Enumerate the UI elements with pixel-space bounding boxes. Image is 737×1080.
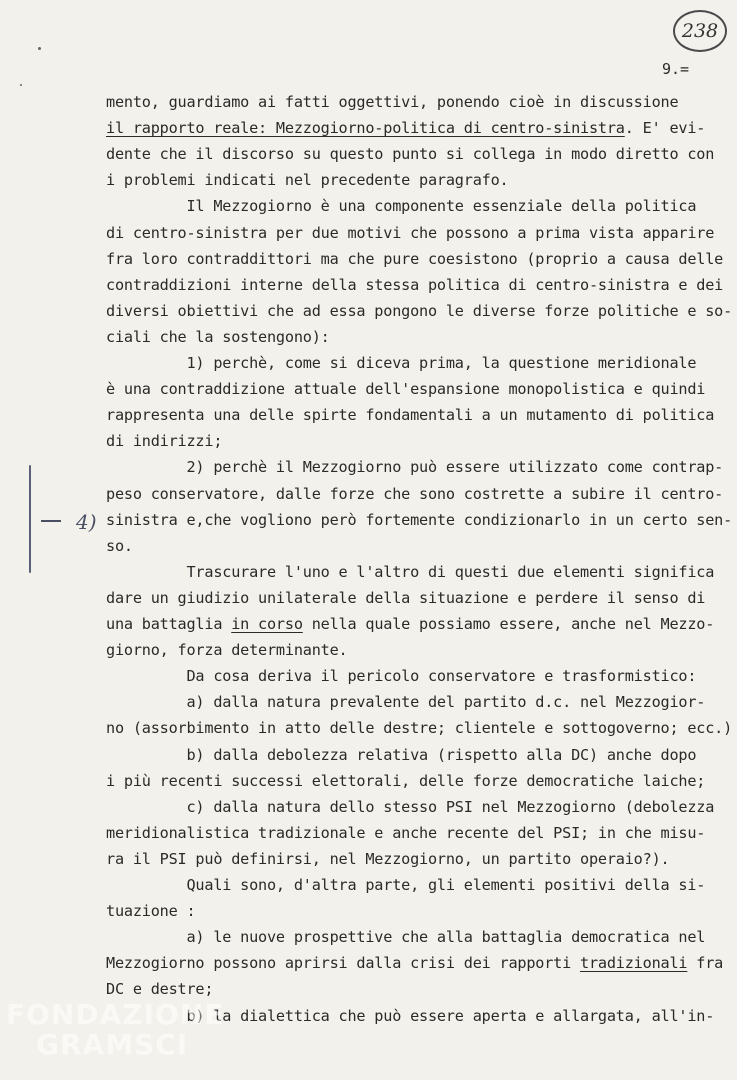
text-line xyxy=(106,457,723,477)
text-line xyxy=(106,170,508,190)
watermark-line-1: FONDAZIONE xyxy=(6,998,225,1031)
text-line xyxy=(106,431,222,451)
text-line xyxy=(106,588,705,608)
text-line xyxy=(106,92,678,112)
underlined-text: il rapporto reale: Mezzogiorno-politica di centro-sinistra xyxy=(106,119,625,138)
text-line xyxy=(106,771,705,791)
underlined-text: in corso xyxy=(231,615,303,633)
text-line xyxy=(106,379,705,399)
text-segment: no (assorbimento in atto delle destre; clientele e sottogoverno; ecc.) xyxy=(106,719,733,738)
watermark xyxy=(6,1000,224,1060)
text-segment: dente che il discorso su questo punto si collega in modo diretto con xyxy=(106,145,715,164)
text-segment: peso conservatore, dalle forze che sono costrette a subire il centro- xyxy=(106,484,724,503)
text-segment: a) le nuove prospettive che alla battaglia democratica nel xyxy=(106,928,706,947)
text-segment: Da cosa deriva il pericolo conservatore e trasformistico: xyxy=(106,667,697,686)
text-line xyxy=(106,562,714,582)
text-segment: meridionalistica tradizionale e anche recente del PSI; in che misu- xyxy=(106,823,706,842)
text-line xyxy=(106,979,213,999)
text-segment: di indirizzi; xyxy=(106,432,223,451)
text-line xyxy=(106,327,330,347)
text-line xyxy=(106,223,714,243)
paper-speck xyxy=(20,84,22,86)
text-segment: ciali che la sostengono): xyxy=(106,327,330,346)
text-line xyxy=(106,797,714,817)
text-segment: 1) perchè, come si diceva prima, la questione meridionale xyxy=(106,354,697,372)
margin-vertical-mark xyxy=(29,465,31,573)
text-line xyxy=(106,823,705,843)
text-line xyxy=(106,692,705,712)
page-number: 9.= xyxy=(662,60,690,78)
text-segment: contraddizioni interne della stessa politica di centro-sinistra e dei xyxy=(106,275,724,294)
text-line xyxy=(106,745,696,765)
text-segment: è una contraddizione attuale dell'espansione monopolistica e quindi xyxy=(106,380,706,399)
text-line xyxy=(106,718,732,738)
text-segment: Il Mezzogiorno è una componente essenziale della politica xyxy=(106,197,697,216)
text-segment: mento, guardiamo ai fatti oggettivi, ponendo cioè in discussione xyxy=(106,93,679,111)
text-segment: giorno, forza determinante. xyxy=(106,641,348,660)
text-segment: b) dalla debolezza relativa (rispetto alla DC) anche dopo xyxy=(106,745,697,764)
text-segment: fra xyxy=(687,954,724,973)
text-line xyxy=(106,353,696,373)
text-segment: diversi obiettivi che ad essa pongono le diverse forze politiche e so- xyxy=(106,301,733,320)
text-line xyxy=(106,144,714,164)
text-segment: ra il PSI può definirsi, nel Mezzogiorno, un partito operaio?). xyxy=(106,849,670,868)
text-segment: Quali sono, d'altra parte, gli elementi positivi della si- xyxy=(106,876,706,894)
text-segment: i problemi indicati nel precedente paragrafo. xyxy=(106,171,509,190)
text-segment: a) dalla natura prevalente del partito d.c. nel Mezzogior- xyxy=(106,693,706,712)
text-line xyxy=(106,901,195,921)
text-line xyxy=(106,249,723,269)
text-segment: so. xyxy=(106,536,133,555)
text-segment: b) la dialettica che può essere aperta e allargata, all'in- xyxy=(106,1006,715,1025)
text-line xyxy=(106,484,723,504)
text-segment: Mezzogiorno possono aprirsi dalla crisi dei rapporti xyxy=(106,954,581,973)
text-line xyxy=(106,510,732,530)
text-segment: dare un giudizio unilaterale della situazione e perdere il senso di xyxy=(106,588,706,607)
text-segment: fra loro contraddittori ma che pure coesistono (proprio a causa delle xyxy=(106,249,724,268)
text-segment: DC e destre; xyxy=(106,980,214,999)
text-line xyxy=(106,196,696,216)
watermark-line-2: GRAMSCI xyxy=(36,1028,189,1061)
underlined-text: tradizionali xyxy=(580,954,688,973)
text-segment: una battaglia xyxy=(106,615,232,633)
text-segment: sinistra e,che vogliono però fortemente condizionarlo in un certo sen- xyxy=(106,510,733,529)
text-line xyxy=(106,536,133,556)
text-line xyxy=(106,666,696,686)
text-segment: nella quale possiamo essere, anche nel Mezzo- xyxy=(302,615,715,633)
text-segment: 2) perchè il Mezzogiorno può essere utilizzato come contrap- xyxy=(106,458,724,477)
text-line xyxy=(106,849,669,869)
text-line xyxy=(106,275,723,295)
margin-dash-mark xyxy=(41,520,61,522)
text-line xyxy=(106,614,714,634)
text-line xyxy=(106,405,714,425)
text-line xyxy=(106,640,347,660)
text-line xyxy=(106,927,705,947)
text-segment: di centro-sinistra per due motivi che possono a prima vista apparire xyxy=(106,223,715,242)
text-segment: . E' evi- xyxy=(624,119,706,138)
text-segment: i più recenti successi elettorali, delle forze democratiche laiche; xyxy=(106,771,706,790)
text-segment: rappresenta una delle spirte fondamentali a un mutamento di politica xyxy=(106,406,715,425)
text-line xyxy=(106,953,723,973)
text-line xyxy=(106,301,732,321)
archive-stamp: 238 xyxy=(673,10,727,52)
text-line xyxy=(106,875,705,895)
text-segment: tuazione : xyxy=(106,902,196,921)
text-line xyxy=(106,118,705,138)
text-segment: Trascurare l'uno e l'altro di questi due elementi significa xyxy=(106,562,715,581)
margin-handwritten-note: 4) xyxy=(76,510,97,534)
text-segment: c) dalla natura dello stesso PSI nel Mezzogiorno (debolezza xyxy=(106,797,715,816)
paper-speck xyxy=(38,47,41,50)
